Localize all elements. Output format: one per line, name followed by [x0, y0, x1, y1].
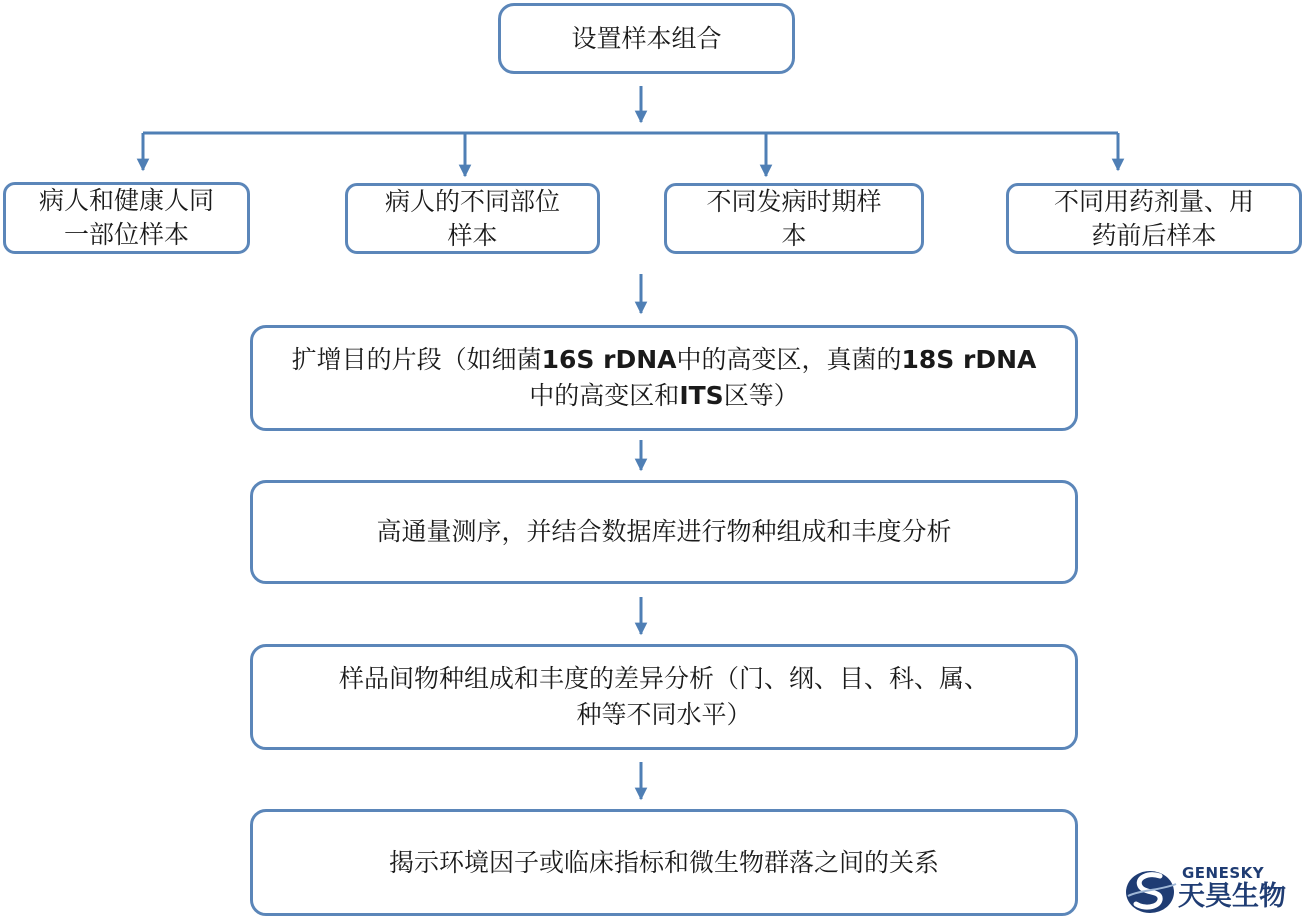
sample-group-3-line2: 本	[781, 220, 807, 250]
relation-box	[250, 809, 1078, 916]
amplify-text-g: 区等）	[723, 381, 799, 410]
amplify-text-b: 16S rDNA	[541, 345, 677, 374]
title-box-text: 设置样本组合	[571, 23, 722, 53]
amplify-text-c: 中的高变区，真菌的	[676, 345, 902, 374]
sequencing-text: 高通量测序，并结合数据库进行物种组成和丰度分析	[376, 517, 952, 546]
sample-group-box-4	[1006, 183, 1302, 254]
sample-group-4-line2: 药前后样本	[1091, 220, 1217, 250]
relation-text: 揭示环境因子或临床指标和微生物群落之间的关系	[388, 847, 939, 877]
amplify-text-d: 18S rDNA	[901, 345, 1037, 374]
sample-group-box-1	[3, 182, 250, 254]
amplify-text-e: 中的高变区和	[529, 381, 680, 410]
sample-group-box-3	[664, 183, 924, 254]
sample-group-2-line1: 病人的不同部位	[384, 186, 560, 216]
sample-group-1-line1: 病人和健康人同	[38, 186, 214, 215]
amplify-text-a: 扩增目的片段（如细菌	[291, 345, 542, 374]
amplify-box	[250, 325, 1078, 431]
difference-line2: 种等不同水平）	[576, 700, 752, 729]
sequencing-box	[250, 480, 1078, 584]
logo-text-en: GENESKY	[1182, 864, 1265, 882]
difference-box	[250, 644, 1078, 750]
amplify-text-f: ITS	[679, 381, 724, 410]
sample-group-box-2	[345, 183, 600, 254]
sample-group-4-line1: 不同用药剂量、用	[1053, 186, 1254, 216]
difference-line1: 样品间物种组成和丰度的差异分析（门、纲、目、科、属、	[338, 664, 989, 693]
title-box	[498, 3, 795, 74]
logo-text-cn: 天昊生物	[1178, 881, 1286, 912]
sample-group-3-line1: 不同发病时期样	[706, 186, 882, 216]
sample-group-2-line2: 样本	[447, 220, 498, 250]
sample-group-1-line2: 一部位样本	[63, 220, 189, 249]
